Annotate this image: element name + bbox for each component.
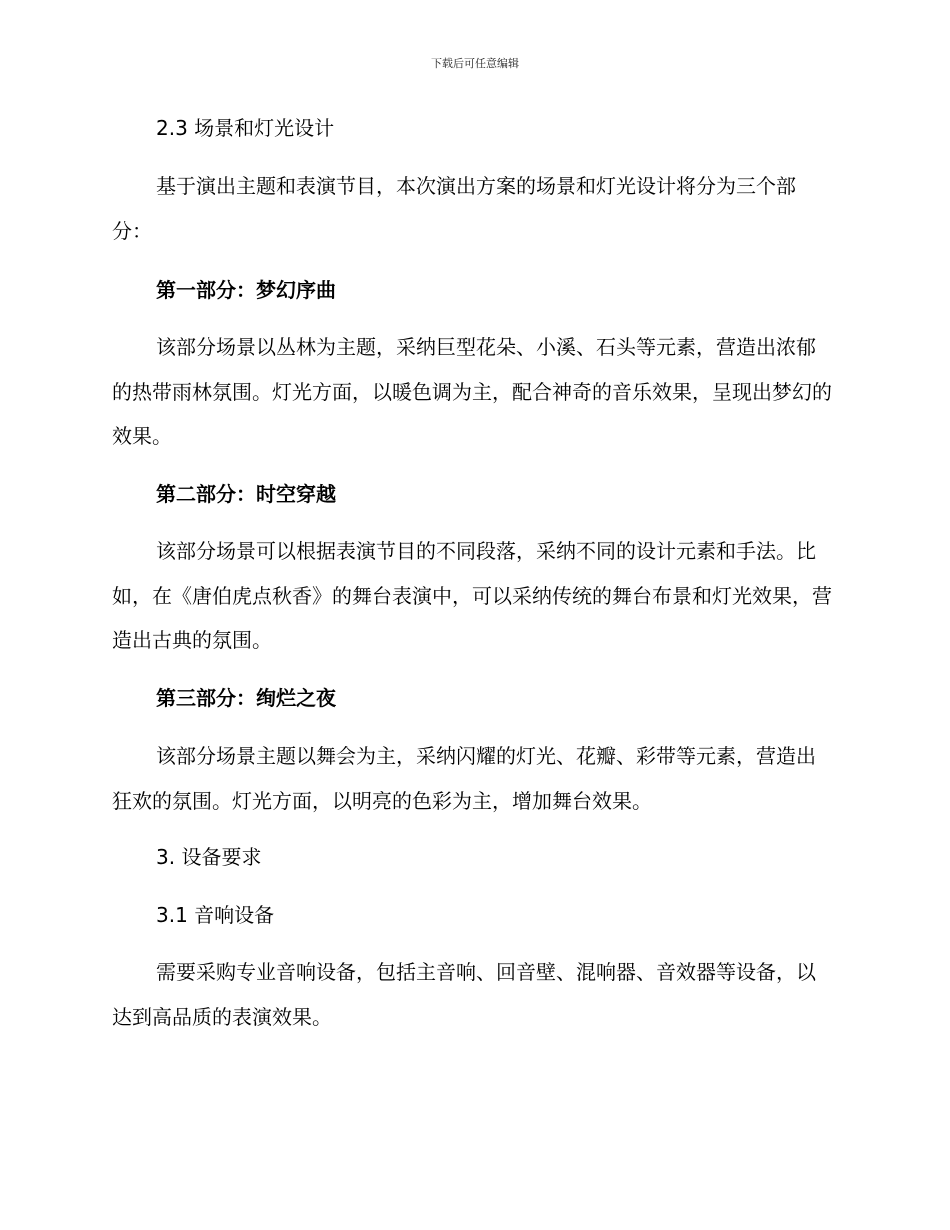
- page-header-note: 下载后可任意编辑: [431, 57, 519, 70]
- section-heading-3: 3. 设备要求: [156, 845, 262, 869]
- subheading-part-1: 第一部分：梦幻序曲: [156, 278, 336, 302]
- paragraph-section-3-1: 需要采购专业音响设备，包括主音响、回音壁、混响器、音效器等设备，以达到高品质的表演效果。: [112, 960, 816, 1029]
- paragraph-part-1: 该部分场景以丛林为主题，采纳巨型花朵、小溪、石头等元素，营造出浓郁的热带雨林氛围。灯光方面，以暖色调为主，配合神奇的音乐效果，呈现出梦幻的效果。: [112, 335, 832, 448]
- section-heading-2-3: 2.3 场景和灯光设计: [156, 116, 335, 140]
- paragraph-part-3: 该部分场景主题以舞会为主，采纳闪耀的灯光、花瓣、彩带等元素，营造出狂欢的氛围。灯光方面，以明亮的色彩为主，增加舞台效果。: [112, 744, 816, 813]
- paragraph-part-2: 该部分场景可以根据表演节目的不同段落，采纳不同的设计元素和手法。比如，在《唐伯虎点秋香》的舞台表演中，可以采纳传统的舞台布景和灯光效果，营造出古典的氛围。: [112, 539, 832, 652]
- paragraph-section-2-3-intro: 基于演出主题和表演节目，本次演出方案的场景和灯光设计将分为三个部分：: [112, 174, 796, 243]
- subheading-part-2: 第二部分：时空穿越: [156, 482, 336, 506]
- section-heading-3-1: 3.1 音响设备: [156, 903, 275, 927]
- subheading-part-3: 第三部分：绚烂之夜: [156, 686, 336, 710]
